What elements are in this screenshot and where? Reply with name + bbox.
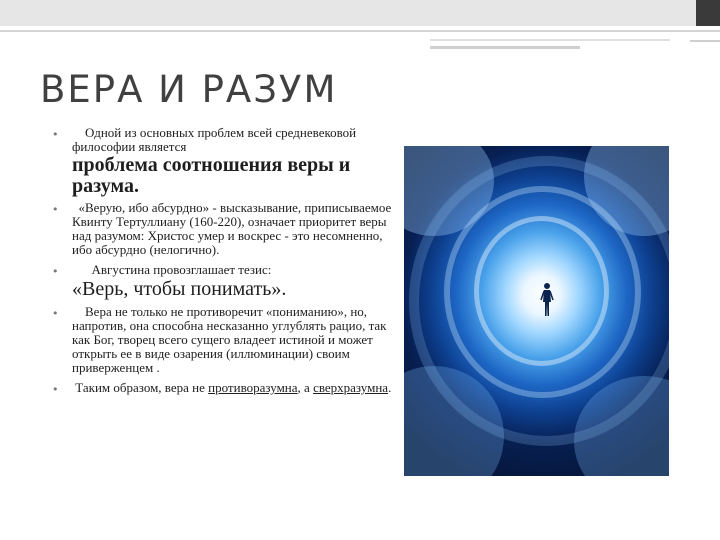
bullet-item-5 — [46, 381, 398, 395]
bullet-1-emphasis: проблема соотношения веры и разума. — [72, 154, 351, 197]
bullet-3-quote: «Верь, чтобы понимать». — [72, 278, 287, 300]
bullet-item-2 — [46, 201, 398, 257]
header-accent-line-right — [690, 40, 720, 42]
bullet-3-intro: • Августина провозглашает тезис: — [91, 262, 272, 277]
heavenly-tunnel-image — [404, 146, 669, 476]
bullet-item-3 — [46, 263, 398, 301]
bullet-item-4 — [46, 305, 398, 375]
human-figure-icon — [540, 282, 554, 318]
bullet-1-intro: • Одной из основных проблем всей средневековой философии является — [72, 125, 357, 154]
bullet-item-1 — [46, 126, 398, 197]
word-protivorazumna: противоразумна — [208, 380, 298, 395]
header-divider — [0, 30, 720, 32]
word-sverkhrazumna: сверхразумна — [313, 380, 389, 395]
top-decorative-bar — [0, 0, 720, 26]
bullet-2-text: • «Верую, ибо абсурдно» - высказывание, приписываемое Квинту Тертуллиану (160-220), означает приоритет веры над разумом: Христос умер и воскрес - это несомненно, ибо абсурдно (нелогично). — [72, 200, 392, 257]
bullet-5-text: • Таким образом, вера не противоразумна, а сверхразумна. — [75, 380, 392, 395]
bullet-list — [46, 126, 398, 395]
header-accent-line-short — [430, 46, 580, 49]
slide-title: ВЕРА И РАЗУМ — [40, 68, 338, 111]
header-accent-line — [430, 39, 670, 41]
bullet-4-text: • Вера не только не противоречит «пониманию», но, напротив, она способна несказанно углублять рацио, так как Бог, творец всего сущего владеет истиной и может открыть ее в виде озарения (иллюминации) своим приверженцем . — [72, 304, 387, 375]
